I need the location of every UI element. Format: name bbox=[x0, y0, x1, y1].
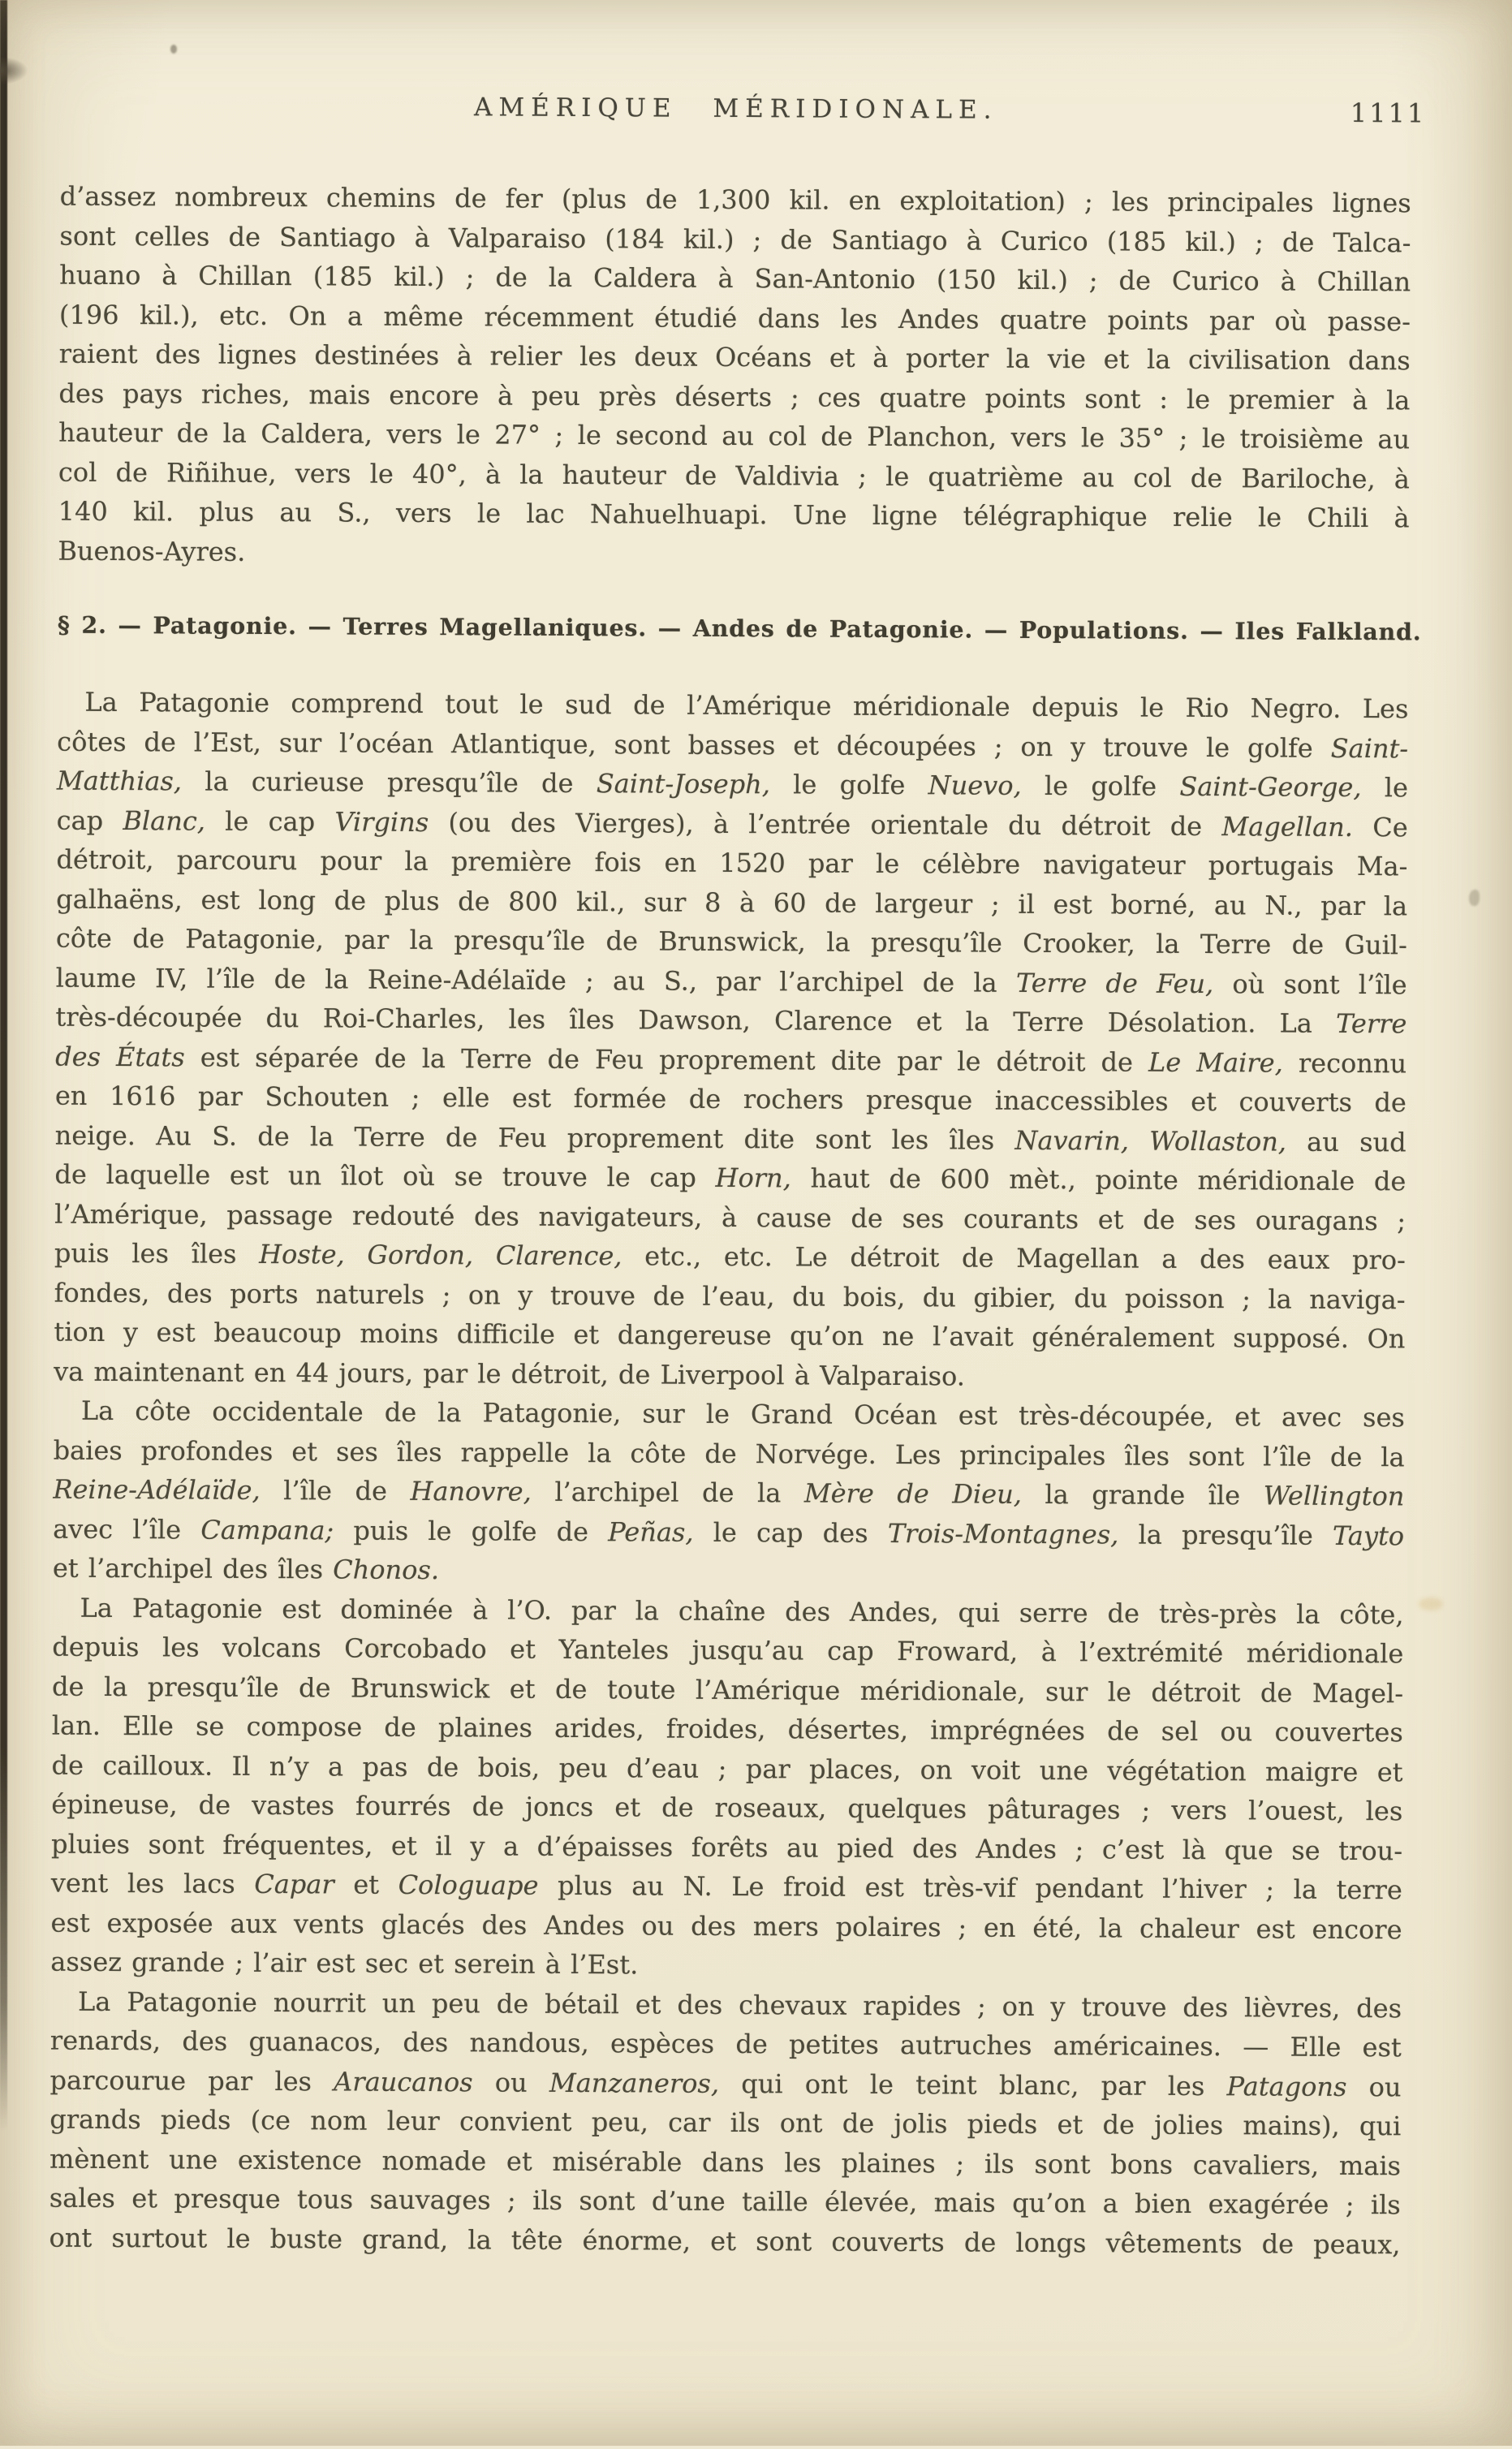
scan-gutter-shadow bbox=[0, 0, 7, 2131]
text: col de Riñihue, vers le 40°, à la hauteur de Valdivia ; le quatrième au col de Bariloche, à bbox=[58, 456, 1411, 494]
text-line bbox=[54, 1155, 1406, 1201]
italic-text: Araucanos bbox=[334, 2065, 473, 2098]
text-line bbox=[55, 998, 1406, 1044]
italic-text: Cologuape bbox=[398, 1869, 539, 1901]
text: avec l’île bbox=[53, 1513, 201, 1546]
text: (196 kil.), etc. On a même récemment étudié dans les Andes quatre points par où passe- bbox=[58, 299, 1411, 337]
text: va maintenant en 44 jours, par le détroit, de Liverpool à Valparaiso. bbox=[54, 1356, 966, 1391]
italic-text: Terre bbox=[1335, 1007, 1407, 1040]
italic-text: Nuevo, bbox=[928, 770, 1022, 801]
text: côte de Patagonie, par la presqu’île de Brunswick, la presqu’île Crooker, la Terre de Guil- bbox=[55, 922, 1408, 961]
italic-text: Terre de Feu, bbox=[1015, 967, 1214, 999]
text-line bbox=[50, 1942, 1402, 1989]
page-number: 1111 bbox=[1350, 97, 1427, 129]
paragraph bbox=[53, 1391, 1405, 1595]
italic-text: Saint- bbox=[1330, 732, 1409, 764]
italic-text: Patagons bbox=[1226, 2070, 1347, 2102]
text: neige. Au S. de la Terre de Feu proprement dite sont les îles bbox=[54, 1119, 1015, 1156]
text-line bbox=[50, 1981, 1402, 2028]
text-line bbox=[55, 1037, 1406, 1083]
text-line bbox=[50, 2060, 1401, 2106]
text: plus au N. Le froid est très-vif pendant l’hiver ; la terre bbox=[538, 1869, 1402, 1906]
italic-text: Peñas, bbox=[608, 1516, 694, 1548]
text-line bbox=[53, 1470, 1404, 1516]
text: ou bbox=[472, 2066, 550, 2098]
text: de la presqu’île de Brunswick et de toute l’Amérique méridionale, sur le détroit de Magel- bbox=[52, 1671, 1404, 1709]
text-line bbox=[53, 1549, 1404, 1595]
text: au sud bbox=[1286, 1126, 1406, 1158]
text: puis les îles bbox=[54, 1237, 260, 1270]
paper-stain bbox=[1419, 1597, 1443, 1610]
italic-text: Tayto bbox=[1332, 1520, 1405, 1551]
text-line bbox=[56, 879, 1407, 925]
page-content bbox=[48, 0, 1427, 2449]
text: le golfe bbox=[769, 769, 928, 801]
italic-text: Virgins bbox=[334, 805, 429, 838]
text-line bbox=[54, 1391, 1405, 1438]
text-line bbox=[51, 1864, 1402, 1910]
text: et l’archipel des îles bbox=[52, 1552, 334, 1585]
text-line bbox=[54, 1430, 1405, 1477]
text: vent les lacs bbox=[50, 1867, 255, 1899]
running-header-title: AMÉRIQUE MÉRIDIONALE. bbox=[473, 93, 998, 125]
section-heading: § 2. — Patagonie. — Terres Magellaniques. — Andes de Patagonie. — Populations. — Iles Falkland. bbox=[57, 610, 1422, 646]
text-line bbox=[56, 919, 1407, 965]
text-line bbox=[57, 722, 1408, 768]
text: hauteur de la Caldera, vers le 27° ; le second au col de Planchon, vers le 35° ; le troisième au bbox=[58, 416, 1411, 455]
text-line bbox=[54, 1313, 1405, 1359]
text-line bbox=[52, 1706, 1403, 1753]
text: qui ont le teint blanc, par les bbox=[718, 2067, 1227, 2102]
italic-text: Magellan. bbox=[1221, 810, 1354, 843]
text-line bbox=[52, 1588, 1403, 1634]
text: pluies sont fréquentes, et il y a d’épaisses forêts au pied des Andes ; c’est là que se trou- bbox=[50, 1828, 1403, 1866]
italic-text: Trois-Montagnes, bbox=[887, 1517, 1119, 1550]
text: raient des lignes destinées à relier les deux Océans et à porter la vie et la civilisation dans bbox=[58, 338, 1411, 377]
text: fondes, des ports naturels ; on y trouve de l’eau, du bois, du gibier, du poisson ; la naviga- bbox=[54, 1277, 1406, 1315]
text: l’archipel de la bbox=[531, 1476, 805, 1509]
text: où sont l’île bbox=[1213, 968, 1407, 1000]
italic-text: Reine-Adélaïde, bbox=[53, 1473, 261, 1506]
text-line bbox=[59, 295, 1411, 341]
text: la curieuse presqu’île de bbox=[181, 765, 597, 800]
text: la grande île bbox=[1021, 1478, 1264, 1511]
text: parcourue par les bbox=[50, 2064, 334, 2097]
italic-text: Hanovre, bbox=[410, 1475, 532, 1507]
text: des pays riches, mais encore à peu près déserts ; ces quatre points sont : le premier à la bbox=[58, 377, 1411, 416]
text-line bbox=[59, 216, 1411, 262]
text-line bbox=[58, 492, 1410, 538]
italic-text: Matthias, bbox=[56, 765, 183, 797]
italic-text: Blanc, bbox=[123, 804, 206, 837]
italic-text: Chonos. bbox=[333, 1554, 440, 1586]
text: haut de 600 mèt., pointe méridionale de bbox=[790, 1162, 1406, 1197]
text-line bbox=[49, 2218, 1400, 2264]
text-line bbox=[54, 1273, 1406, 1319]
text: depuis les volcans Corcobado et Yanteles jusqu’au cap Froward, à l’extrémité méridionale bbox=[52, 1631, 1404, 1670]
text: lan. Elle se compose de plaines arides, froides, désertes, imprégnées de sel ou couvertes bbox=[51, 1710, 1403, 1748]
text: sont celles de Santiago à Valparaiso (184 kil.) ; de Santiago à Curico (185 kil.) ; de Talca- bbox=[59, 220, 1411, 258]
text: est exposée aux vents glacés des Andes ou des mers polaires ; en été, la chaleur est encore bbox=[50, 1907, 1402, 1945]
page-text bbox=[49, 177, 1422, 2265]
text-line bbox=[56, 958, 1407, 1004]
text: épineuse, de vastes fourrés de joncs et de roseaux, quelques pâturages ; vers l’ouest, les bbox=[51, 1788, 1403, 1827]
text: l’île de bbox=[260, 1474, 411, 1507]
text: le cap des bbox=[693, 1516, 888, 1549]
running-header bbox=[60, 91, 1427, 139]
text-line bbox=[55, 1076, 1406, 1123]
italic-text: Manzaneros, bbox=[549, 2067, 720, 2099]
italic-text: Horn, bbox=[715, 1162, 791, 1194]
text-line bbox=[50, 2021, 1402, 2067]
text-line bbox=[55, 1115, 1406, 1162]
text: La Patagonie comprend tout le sud de l’Amérique méridionale depuis le Rio Negro. Les bbox=[84, 686, 1409, 725]
text-line bbox=[54, 1194, 1406, 1240]
text-line bbox=[59, 334, 1411, 381]
text-line bbox=[51, 1785, 1402, 1831]
text: Buenos-Ayres. bbox=[58, 535, 246, 567]
text: côtes de l’Est, sur l’océan Atlantique, sont basses et découpées ; on y trouve le golfe bbox=[57, 726, 1331, 764]
scan-smudge bbox=[0, 57, 28, 84]
text-line bbox=[50, 2100, 1401, 2146]
scan-speck bbox=[1469, 890, 1480, 906]
text-line bbox=[60, 177, 1411, 223]
text: etc., etc. Le détroit de Magellan a des eaux pro- bbox=[622, 1240, 1406, 1276]
text: grands pieds (ce nom leur convient peu, car ils ont de jolis pieds et de jolies mains), qui bbox=[50, 2103, 1402, 2142]
paragraph bbox=[54, 683, 1409, 1399]
paragraph bbox=[50, 1588, 1404, 1989]
text-line bbox=[54, 1234, 1406, 1280]
text: Ce bbox=[1352, 811, 1408, 843]
text: huano à Chillan (185 kil.) ; de la Caldera à San-Antonio (150 kil.) ; de Curico à Chillan bbox=[59, 259, 1411, 298]
text-line bbox=[57, 683, 1408, 729]
italic-text: Hoste, Gordon, Clarence, bbox=[259, 1238, 622, 1272]
text: La Patagonie est dominée à l’O. par la chaîne des Andes, qui serre de très-près la côte, bbox=[80, 1592, 1404, 1630]
text-line bbox=[52, 1666, 1403, 1713]
text-line bbox=[54, 1352, 1405, 1398]
italic-text: Saint-George, bbox=[1179, 770, 1362, 804]
text-line bbox=[53, 1509, 1404, 1555]
text: laume IV, l’île de la Reine-Adélaïde ; au S., par l’archipel de la bbox=[55, 962, 1017, 998]
text: renards, des guanacos, des nandous, espèces de petites autruches américaines. — Elle est bbox=[50, 2024, 1402, 2063]
text: (ou des Vierges), à l’entrée orientale du détroit de bbox=[429, 806, 1222, 842]
italic-text: Saint-Joseph, bbox=[596, 768, 771, 800]
italic-text: Le Maire, bbox=[1148, 1046, 1283, 1079]
italic-text: Campana; bbox=[200, 1514, 334, 1546]
text-line bbox=[57, 800, 1408, 847]
text: détroit, parcouru pour la première fois en 1520 par le célèbre navigateur portugais Ma- bbox=[56, 843, 1408, 882]
text: 140 kil. plus au S., vers le lac Nahuelhuapi. Une ligne télégraphique relie le Chili à bbox=[58, 495, 1410, 534]
paragraphs-after-heading bbox=[49, 683, 1408, 2265]
text: La Patagonie nourrit un peu de bétail et des chevaux rapides ; on y trouve des lièvres, des bbox=[77, 1986, 1402, 2024]
text: galhaëns, est long de plus de 800 kil., sur 8 à 60 de largeur ; il est borné, au N., par la bbox=[56, 883, 1408, 921]
text: sales et presque tous sauvages ; ils sont d’une taille élevée, mais qu’on a bien exagérée ; ils bbox=[49, 2182, 1401, 2221]
text-line bbox=[50, 2179, 1401, 2225]
text: le golfe bbox=[1021, 770, 1180, 802]
text-line bbox=[58, 531, 1409, 577]
text: en 1616 par Schouten ; elle est formée de rochers presque inaccessibles et couverts de bbox=[54, 1080, 1406, 1119]
text-line bbox=[58, 373, 1410, 420]
paragraphs-before-heading bbox=[58, 177, 1411, 578]
text: la presqu’île bbox=[1118, 1518, 1333, 1551]
text: et bbox=[334, 1869, 398, 1900]
text: très-découpée du Roi-Charles, les îles Dawson, Clarence et la Terre Désolation. La bbox=[55, 1001, 1337, 1039]
text: d’assez nombreux chemins de fer (plus de 1,300 kil. en exploitation) ; les principales lignes bbox=[59, 180, 1411, 219]
text-line bbox=[50, 1903, 1402, 1949]
text: ou bbox=[1346, 2071, 1402, 2102]
text: de cailloux. Il n’y a pas de bois, peu d’eau ; par places, on voit une végétation maigre et bbox=[51, 1749, 1403, 1787]
text: le cap bbox=[205, 805, 335, 837]
text: le bbox=[1361, 772, 1409, 804]
text: reconnu bbox=[1282, 1047, 1407, 1079]
text: tion y est beaucoup moins difficile et dangereuse qu’on ne l’avait généralement supposé. On bbox=[54, 1316, 1406, 1355]
italic-text: des États bbox=[55, 1041, 185, 1072]
text: puis le golfe de bbox=[334, 1514, 609, 1547]
paragraph bbox=[58, 177, 1411, 578]
italic-text: Mère de Dieu, bbox=[803, 1477, 1023, 1510]
italic-text: Wellington bbox=[1263, 1480, 1405, 1512]
italic-text: Navarin, Wollaston, bbox=[1014, 1124, 1287, 1158]
text: de laquelle est un îlot où se trouve le cap bbox=[54, 1158, 716, 1193]
text-line bbox=[58, 452, 1410, 498]
text-line bbox=[51, 1824, 1402, 1870]
text-line bbox=[59, 256, 1411, 302]
text: l’Amérique, passage redouté des navigateurs, à cause de ses courants et de ses ouragans ; bbox=[54, 1198, 1406, 1236]
text-line bbox=[57, 761, 1408, 808]
text: La côte occidentale de la Patagonie, sur le Grand Océan est très-découpée, et avec ses bbox=[80, 1395, 1405, 1434]
text: ont surtout le buste grand, la tête énorme, et sont couverts de longs vêtements de peaux, bbox=[49, 2222, 1401, 2260]
text: mènent une existence nomade et misérable dans les plaines ; ils sont bons cavaliers, mais bbox=[49, 2143, 1402, 2181]
italic-text: Capar bbox=[254, 1868, 334, 1900]
text-line bbox=[58, 413, 1410, 459]
text: assez grande ; l’air est sec et serein à l’Est. bbox=[50, 1946, 639, 1981]
text-line bbox=[51, 1745, 1402, 1791]
text: cap bbox=[56, 804, 123, 836]
text: est séparée de la Terre de Feu proprement dite par le détroit de bbox=[184, 1041, 1149, 1078]
paragraph bbox=[49, 1981, 1402, 2264]
text-line bbox=[52, 1628, 1403, 1674]
text: baies profondes et ses îles rappelle la côte de Norvége. Les principales îles sont l’île de la bbox=[53, 1434, 1405, 1472]
text-line bbox=[50, 2139, 1401, 2185]
text-line bbox=[56, 840, 1407, 886]
